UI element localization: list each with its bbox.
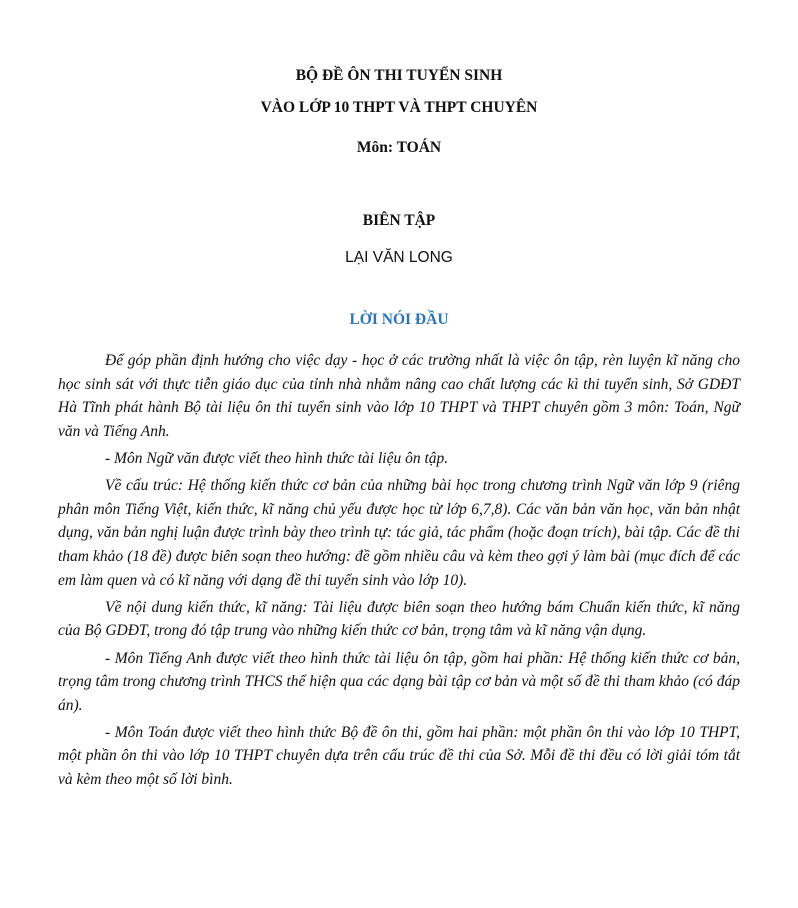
preface-paragraph: Về nội dung kiến thức, kĩ năng: Tài liệu được biên soạn theo hướng bám Chuẩn kiến thức, kĩ năng của Bộ GDĐT, trong đó tập trung vào những kiến thức cơ bản, trọng tâm và kĩ năng vận dụng.: [58, 598, 740, 640]
doc-title-line1: BỘ ĐỀ ÔN THI TUYỂN SINH: [295, 67, 503, 84]
editor-name: LẠI VĂN LONG: [345, 249, 453, 266]
preface-paragraph: Về cấu trúc: Hệ thống kiến thức cơ bản của những bài học trong chương trình Ngữ văn lớp 9 (riêng phân môn Tiếng Việt, kiến thức, kĩ năng chủ yếu được học từ lớp 6,7,8). Các văn bản văn học, văn bản nhật dụng, văn bản nghị luận được trình bày theo trình tự: tác giả, tác phẩm (hoặc đoạn trích), bài tập. Các đề thi tham khảo (18 đề) được biên soạn theo hướng: đề gồm nhiều câu và kèm theo gợi ý làm bài (mục đích để các em làm quen và có kĩ năng với dạng đề thi tuyển sinh vào lớp 10).: [58, 477, 740, 589]
doc-title-line2: VÀO LỚP 10 THPT VÀ THPT CHUYÊN: [260, 99, 538, 116]
editorial-heading: BIÊN TẬP: [362, 212, 436, 229]
preface-paragraph: - Môn Toán được viết theo hình thức Bộ đề ôn thi, gồm hai phần: một phần ôn thi vào lớp 10 THPT, một phần ôn thi vào lớp 10 THPT chuyên dựa trên cấu trúc đề thi của Sở. Mỗi đề thi đều có lời giải tóm tắt và kèm theo một số lời bình.: [58, 723, 740, 789]
preface-title: LỜI NÓI ĐẦU: [349, 311, 449, 328]
preface-paragraph: Để góp phần định hướng cho việc dạy - học ở các trường nhất là việc ôn tập, rèn luyện kĩ năng cho học sinh sát với thực tiễn giáo dục của tỉnh nhà nhằm nâng cao chất lượng các kì thi tuyển sinh, Sở GDĐT Hà Tĩnh phát hành Bộ tài liệu ôn thi tuyển sinh vào lớp 10 THPT và THPT chuyên gồm 3 môn: Toán, Ngữ văn và Tiếng Anh.: [58, 352, 740, 440]
preface-body: [58, 349, 740, 795]
doc-subject: Môn: TOÁN: [356, 139, 442, 156]
preface-paragraph: - Môn Tiếng Anh được viết theo hình thức tài liệu ôn tập, gồm hai phần: Hệ thống kiến thức cơ bản, trọng tâm trong chương trình THCS thể hiện qua các dạng bài tập cơ bản và một số đề thi tham khảo (có đáp án).: [58, 649, 740, 714]
preface-paragraph: - Môn Ngữ văn được viết theo hình thức tài liệu ôn tập.: [105, 449, 449, 467]
